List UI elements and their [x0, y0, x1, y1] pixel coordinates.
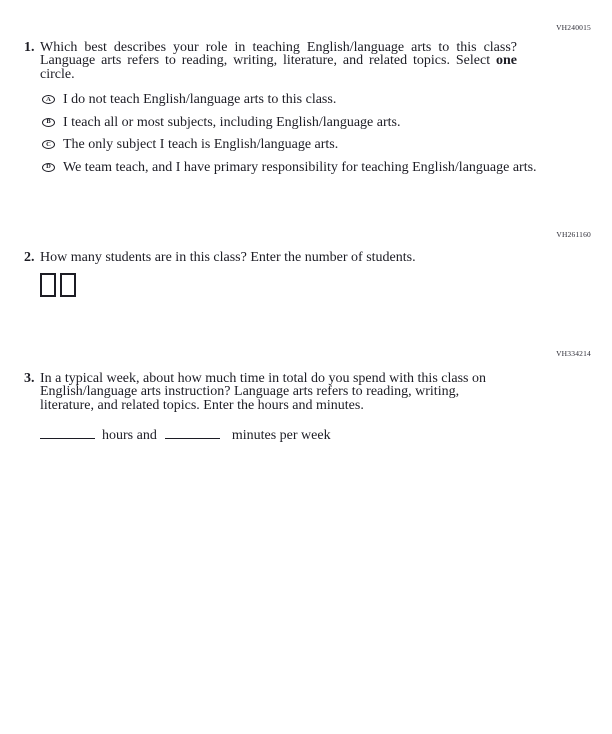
option-d-label: We team teach, and I have primary responsibility for teaching English/language arts.	[63, 159, 537, 175]
minutes-blank[interactable]	[165, 427, 220, 439]
question-2	[24, 251, 416, 297]
answer-oval-b-icon[interactable]: B	[42, 118, 55, 127]
question-1-text-line-2-bold: one	[496, 53, 517, 69]
answer-oval-a-icon[interactable]: A	[42, 95, 55, 104]
option-row-c	[40, 138, 537, 151]
hours-blank[interactable]	[40, 427, 95, 439]
option-row-b	[40, 116, 537, 129]
option-a-label: I do not teach English/language arts to this class.	[63, 92, 337, 108]
question-3-text-line-2: English/language arts instruction? Language arts refers to reading, writing,	[40, 384, 460, 400]
question-1-text-line-1: Which best describes your role in teaching English/language arts to this class?	[40, 40, 517, 55]
answer-box-ones[interactable]	[60, 273, 76, 297]
answer-box-tens[interactable]	[40, 273, 56, 297]
question-1-text-line-3: circle.	[40, 66, 75, 82]
option-b-label: I teach all or most subjects, including English/language arts.	[63, 114, 401, 130]
question-3-code: VH334214	[556, 349, 591, 358]
question-1-number: 1.	[24, 40, 35, 55]
question-1-text-line-2	[40, 54, 517, 67]
answer-oval-d-icon[interactable]: D	[42, 163, 55, 172]
question-1-options	[40, 93, 537, 174]
question-1-code: VH240015	[556, 23, 591, 32]
question-1	[24, 41, 537, 183]
option-row-a	[40, 93, 537, 106]
question-1-text-line-2-normal: Language arts refers to reading, writing, literature, and related topics. Select	[40, 53, 491, 69]
question-2-answer-boxes	[40, 273, 416, 297]
question-3-text-line-1: In a typical week, about how much time in total do you spend with this class on	[40, 371, 486, 386]
question-2-number: 2.	[24, 250, 35, 265]
minutes-label: minutes per week	[231, 428, 331, 444]
answer-oval-c-icon[interactable]: C	[42, 140, 55, 149]
question-2-code: VH261160	[556, 230, 591, 239]
option-c-label: The only subject I teach is English/language arts.	[63, 137, 339, 153]
option-row-d	[40, 161, 537, 174]
question-3-fill-in-row	[40, 427, 486, 444]
question-3-number: 3.	[24, 371, 35, 386]
question-3	[24, 371, 486, 444]
hours-label: hours and	[102, 428, 157, 444]
question-3-text-line-3: literature, and related topics. Enter the hours and minutes.	[40, 397, 364, 413]
question-2-text: How many students are in this class? Enter the number of students.	[40, 250, 416, 265]
